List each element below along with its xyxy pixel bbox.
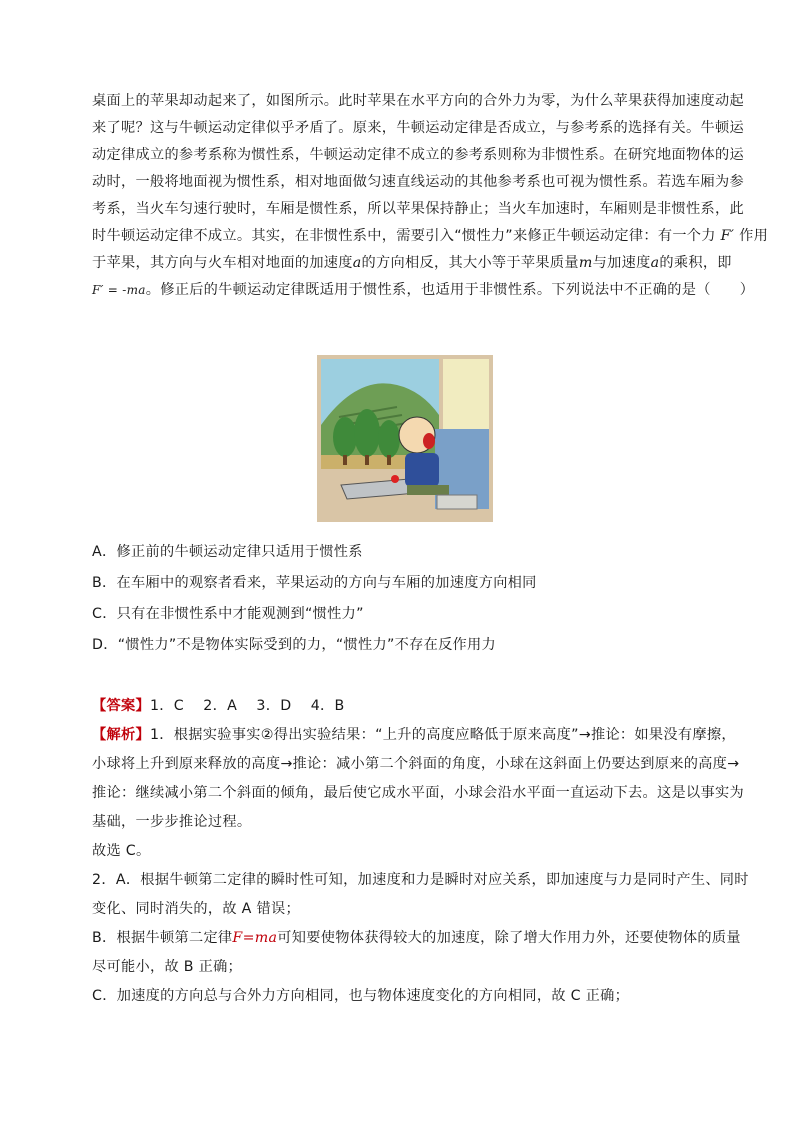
answer-line xyxy=(92,695,345,715)
force-tail: 作用 xyxy=(739,228,769,244)
analysis-line-10: C．加速度的方向总与合外力方向相同，也与物体速度变化的方向相同，故 C 正确； xyxy=(92,988,630,1004)
apple xyxy=(391,475,399,483)
person-legs xyxy=(407,485,449,495)
formula-fma: F=ma xyxy=(232,930,278,946)
question-line-8 xyxy=(92,277,755,304)
analysis-label: 【解析】 xyxy=(92,727,150,743)
option-b: B．在车厢中的观察者看来，苹果运动的方向与车厢的加速度方向相同 xyxy=(92,575,537,591)
question-line-6 xyxy=(92,223,769,250)
person-body xyxy=(405,453,439,487)
option-d: D．“惯性力”不是物体实际受到的力，“惯性力”不存在反作用力 xyxy=(92,637,497,653)
question-line-4: 动时，一般将地面视为惯性系，相对地面做匀速直线运动的其他参考系也可视为惯性系。若选车厢为参 xyxy=(92,174,744,190)
m-symbol: m xyxy=(578,255,593,271)
analysis-block xyxy=(92,721,749,1011)
analysis-line-8b: 可知要使物体获得较大的加速度，除了增大作用力外，还要使物体的质量 xyxy=(277,930,741,946)
person-mouth xyxy=(423,433,435,449)
trunk-3 xyxy=(387,455,391,465)
question-line-3: 动定律成立的参考系称为惯性系，牛顿运动定律不成立的参考系则称为非惯性系。在研究地面物体的运 xyxy=(92,147,744,163)
seat xyxy=(437,495,477,509)
analysis-line-5: 故选 C。 xyxy=(92,843,151,859)
question-line-2: 来了呢？这与牛顿运动定律似乎矛盾了。原来，牛顿运动定律是否成立，与参考系的选择有关。牛顿运 xyxy=(92,120,744,136)
a-symbol-2: a xyxy=(650,255,660,271)
analysis-line-2: 小球将上升到原来释放的高度→推论：减小第二个斜面的角度，小球在这斜面上仍要达到原来的高度→ xyxy=(92,756,740,772)
tree-1 xyxy=(333,417,357,457)
analysis-line-4: 基础，一步步推论过程。 xyxy=(92,814,252,830)
formula-inertial: F′ = -ma xyxy=(92,283,146,297)
analysis-line-1-text: 1．根据实验事实②得出实验结果：“上升的高度应略低于原来高度”→推论：如果没有摩擦， xyxy=(149,727,736,743)
tree-3 xyxy=(378,420,400,458)
tree-2 xyxy=(354,409,380,457)
analysis-line-6: 2．A．根据牛顿第二定律的瞬时性可知，加速度和力是瞬时对应关系，即加速度与力是同时产生、同时 xyxy=(92,872,749,888)
analysis-line-8 xyxy=(92,924,741,953)
option-c: C．只有在非惯性系中才能观测到“惯性力” xyxy=(92,606,364,622)
analysis-line-7: 变化、同时消失的，故 A 错误； xyxy=(92,901,300,917)
answer-label: 【答案】 xyxy=(92,698,150,714)
analysis-line-3: 推论：继续减小第二个斜面的倾角，最后使它成水平面，小球会沿水平面一直运动下去。这是以事实为 xyxy=(92,785,744,801)
question-line-7d: 的乘积，即 xyxy=(659,255,732,271)
analysis-line-9: 尽可能小，故 B 正确； xyxy=(92,959,243,975)
force-symbol: F′ xyxy=(720,228,735,244)
question-line-6-text: 时牛顿运动定律不成立。其实，在非惯性系中，需要引入“惯性力”来修正牛顿运动定律：有一个力 xyxy=(92,228,716,244)
question-line-1: 桌面上的苹果却动起来了，如图所示。此时苹果在水平方向的合外力为零，为什么苹果获得加速度动起 xyxy=(92,93,744,109)
trunk-2 xyxy=(365,455,369,465)
train-apple-illustration xyxy=(317,355,493,522)
option-a: A．修正前的牛顿运动定律只适用于惯性系 xyxy=(92,544,363,560)
question-line-8-text: 。修正后的牛顿运动定律既适用于惯性系，也适用于非惯性系。下列说法中不正确的是（ ） xyxy=(145,282,755,298)
answer-values: 1．C 2．A 3．D 4．B xyxy=(149,698,345,714)
question-line-7c: 与加速度 xyxy=(592,255,651,271)
question-line-7 xyxy=(92,250,732,277)
analysis-line-1 xyxy=(92,721,736,750)
question-line-7b: 的方向相反，其大小等于苹果质量 xyxy=(361,255,579,271)
question-line-7a: 于苹果，其方向与火车相对地面的加速度 xyxy=(92,255,353,271)
analysis-line-8a: B．根据牛顿第二定律 xyxy=(92,930,233,946)
trunk-1 xyxy=(343,455,347,465)
a-symbol-1: a xyxy=(352,255,362,271)
question-text xyxy=(92,88,769,304)
window-curtain xyxy=(443,359,489,429)
question-line-5: 考系，当火车匀速行驶时，车厢是惯性系，所以苹果保持静止；当火车加速时，车厢则是非惯性系，此 xyxy=(92,201,744,217)
